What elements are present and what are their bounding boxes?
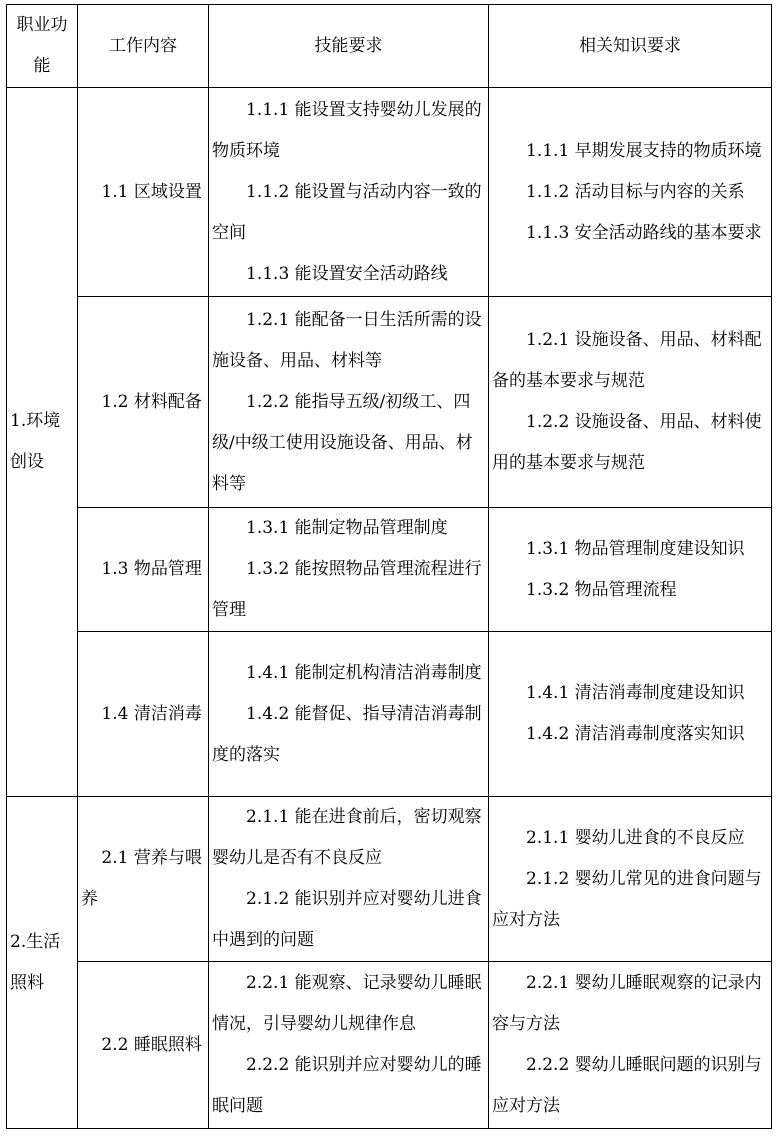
skill-item: 2.2.1 能观察、记录婴幼儿睡眠情况，引导婴幼儿规律作息 bbox=[212, 973, 482, 1034]
knowledge-cell bbox=[489, 297, 772, 508]
skills-cell bbox=[209, 962, 489, 1129]
table-row bbox=[7, 297, 772, 508]
skill-item: 1.1.1 能设置支持婴幼儿发展的物质环境 bbox=[212, 99, 482, 161]
function-cell: 1.环境创设 bbox=[7, 88, 78, 797]
header-knowledge: 相关知识要求 bbox=[489, 5, 772, 88]
work-content-cell bbox=[78, 797, 209, 962]
knowledge-item: 2.2.2 婴幼儿睡眠问题的识别与应对方法 bbox=[492, 1055, 762, 1116]
knowledge-cell bbox=[489, 508, 772, 632]
work-content-text: 1.2 材料配备 bbox=[101, 391, 202, 412]
skill-item: 2.1.2 能识别并应对婴幼儿进食中遇到的问题 bbox=[212, 889, 482, 950]
skills-cell bbox=[209, 297, 489, 508]
knowledge-item: 1.4.1 清洁消毒制度建设知识 bbox=[526, 683, 745, 703]
table-row bbox=[7, 88, 772, 297]
skills-cell bbox=[209, 508, 489, 632]
knowledge-cell bbox=[489, 632, 772, 797]
table-row bbox=[7, 508, 772, 632]
knowledge-item: 1.1.3 安全活动路线的基本要求 bbox=[526, 222, 762, 243]
skill-item: 1.4.1 能制定机构清洁消毒制度 bbox=[246, 662, 482, 683]
knowledge-item: 1.4.2 清洁消毒制度落实知识 bbox=[526, 724, 745, 744]
skill-item: 1.1.3 能设置安全活动路线 bbox=[246, 263, 448, 284]
skill-item: 1.3.1 能制定物品管理制度 bbox=[246, 518, 448, 538]
skills-cell bbox=[209, 797, 489, 962]
table-row bbox=[7, 962, 772, 1129]
header-row bbox=[7, 5, 772, 88]
knowledge-item: 1.2.2 设施设备、用品、材料使用的基本要求与规范 bbox=[492, 412, 762, 473]
work-content-text: 1.4 清洁消毒 bbox=[101, 703, 202, 724]
skill-item: 1.3.2 能按照物品管理流程进行管理 bbox=[212, 559, 482, 620]
knowledge-item: 1.3.1 物品管理制度建设知识 bbox=[526, 538, 745, 559]
knowledge-item: 1.3.2 物品管理流程 bbox=[526, 579, 677, 600]
knowledge-cell bbox=[489, 962, 772, 1129]
work-content-text: 1.3 物品管理 bbox=[101, 559, 202, 579]
knowledge-item: 2.1.2 婴幼儿常见的进食问题与应对方法 bbox=[492, 868, 762, 930]
function-cell: 2.生活照料 bbox=[7, 797, 78, 1129]
work-content-text: 2.1 营养与喂养 bbox=[81, 848, 202, 909]
knowledge-item: 1.1.1 早期发展支持的物质环境 bbox=[526, 140, 762, 161]
skill-item: 1.2.2 能指导五级/初级工、四级/中级工使用设施设备、用品、材料等 bbox=[212, 391, 473, 494]
work-content-cell bbox=[78, 508, 209, 632]
work-content-cell bbox=[78, 88, 209, 297]
standards-table bbox=[6, 4, 772, 1129]
skill-item: 1.1.2 能设置与活动内容一致的空间 bbox=[212, 181, 482, 243]
knowledge-item: 2.2.1 婴幼儿睡眠观察的记录内容与方法 bbox=[492, 973, 762, 1034]
knowledge-cell bbox=[489, 88, 772, 297]
skill-item: 2.1.1 能在进食前后，密切观察婴幼儿是否有不良反应 bbox=[212, 807, 482, 868]
skills-cell bbox=[209, 632, 489, 797]
knowledge-item: 1.2.1 设施设备、用品、材料配备的基本要求与规范 bbox=[492, 330, 762, 391]
work-content-text: 2.2 睡眠照料 bbox=[101, 1034, 202, 1055]
knowledge-item: 1.1.2 活动目标与内容的关系 bbox=[526, 181, 745, 202]
header-content: 工作内容 bbox=[78, 5, 209, 88]
knowledge-item: 2.1.1 婴幼儿进食的不良反应 bbox=[526, 827, 745, 848]
work-content-cell bbox=[78, 632, 209, 797]
work-content-cell bbox=[78, 962, 209, 1129]
skill-item: 1.4.2 能督促、指导清洁消毒制度的落实 bbox=[212, 703, 482, 765]
skill-item: 1.2.1 能配备一日生活所需的设施设备、用品、材料等 bbox=[212, 309, 482, 371]
header-function: 职业功能 bbox=[7, 5, 78, 88]
table-row bbox=[7, 797, 772, 962]
work-content-cell bbox=[78, 297, 209, 508]
table-row bbox=[7, 632, 772, 797]
table-body bbox=[7, 88, 772, 1129]
skill-item: 2.2.2 能识别并应对婴幼儿的睡眠问题 bbox=[212, 1055, 482, 1116]
skills-cell bbox=[209, 88, 489, 297]
work-content-text: 1.1 区域设置 bbox=[101, 181, 202, 202]
header-skills: 技能要求 bbox=[209, 5, 489, 88]
knowledge-cell bbox=[489, 797, 772, 962]
